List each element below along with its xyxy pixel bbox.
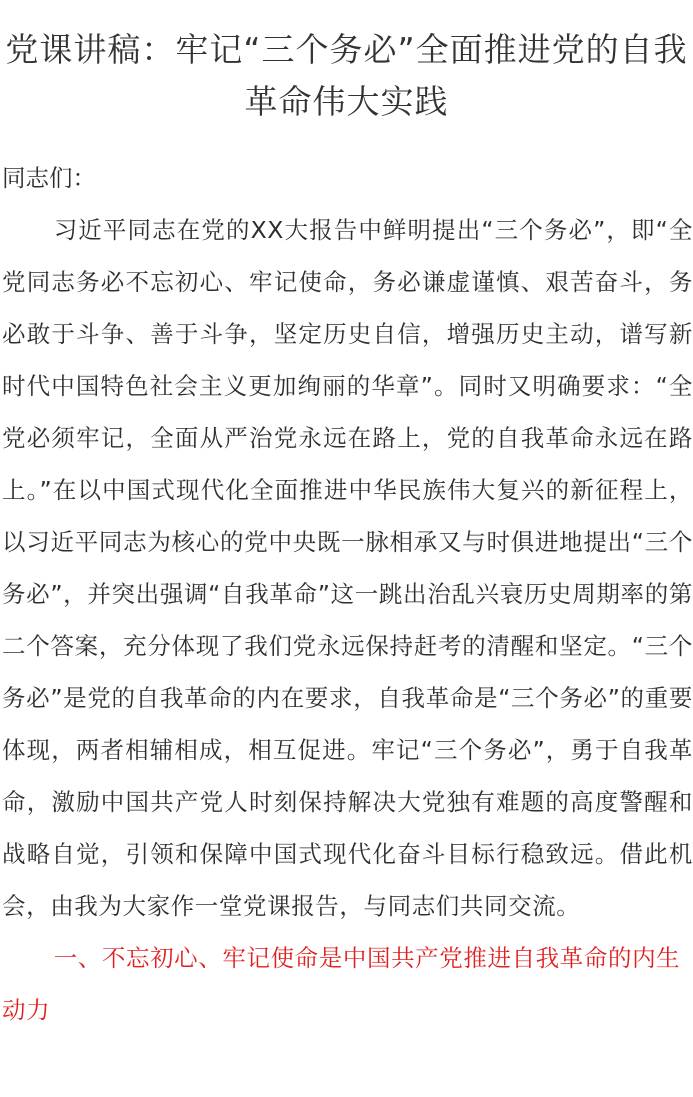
salutation: 同志们： [2, 164, 96, 192]
body-paragraph: 习近平同志在党的XX大报告中鲜明提出“三个务必”，即“全党同志务必不忘初心、牢记使命，务必谦虚谨慎、艰苦奋斗，务必敢于斗争、善于斗争，坚定历史自信，增强历史主动，谱写新时代中国特色社会主义更加绚丽的华章”。同时又明确要求：“全党必须牢记，全面从严治党永远在路上，党的自我革命永远在路上。”在以中国式现代化全面推进中华民族伟大复兴的新征程上，以习近平同志为核心的党中央既一脉相承又与时俱进地提出“三个务必”，并突出强调“自我革命”这一跳出治乱兴衰历史周期率的第二个答案，充分体现了我们党永远保持赶考的清醒和坚定。“三个务必”是党的自我革命的内在要求，自我革命是“三个务必”的重要体现，两者相辅相成，相互促进。牢记“三个务必”，勇于自我革命，激励中国共产党人时刻保持解决大党独有难题的高度警醒和战略自觉，引领和保障中国式现代化奋斗目标行稳致远。借此机会，由我为大家作一堂党课报告，与同志们共同交流。 [2, 216, 693, 920]
section-heading: 一、不忘初心、牢记使命是中国共产党推进自我革命的内生动力 [2, 944, 681, 1024]
page-title: 党课讲稿：牢记“三个务必”全面推进党的自我革命伟大实践 [5, 30, 688, 121]
